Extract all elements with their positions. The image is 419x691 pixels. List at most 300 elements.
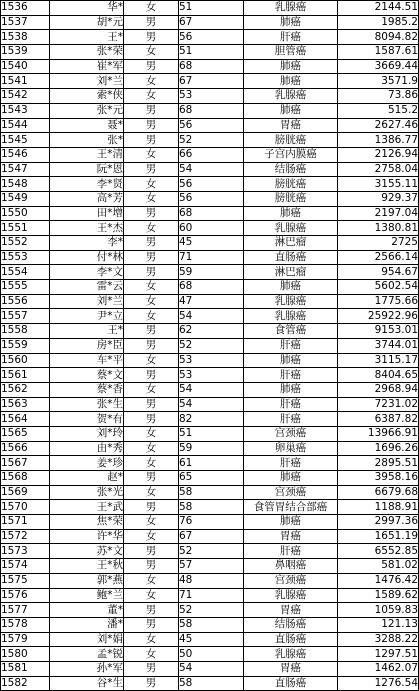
sex-cell: 女 [124, 588, 179, 603]
amount-cell: 25922.96 [338, 309, 419, 324]
record-id-cell: 1578 [1, 617, 50, 632]
amount-cell: 2968.94 [338, 382, 419, 397]
age-cell: 58 [179, 617, 244, 632]
record-id-cell: 1562 [1, 382, 50, 397]
amount-cell: 73.86 [338, 89, 419, 104]
sex-cell: 女 [124, 456, 179, 471]
amount-cell: 2725 [338, 236, 419, 251]
patient-name-cell: 苏*文 [50, 544, 124, 559]
age-cell: 50 [179, 647, 244, 662]
age-cell: 57 [179, 559, 244, 574]
diagnosis-cell: 食管胃结合部癌 [244, 500, 338, 515]
amount-cell: 8094.82 [338, 30, 419, 45]
table-row [1, 265, 419, 280]
age-cell: 59 [179, 441, 244, 456]
amount-cell: 2566.14 [338, 250, 419, 265]
sex-cell: 男 [124, 133, 179, 148]
diagnosis-cell: 膀胱癌 [244, 191, 338, 206]
amount-cell: 3571.9 [338, 74, 419, 89]
age-cell: 76 [179, 515, 244, 530]
diagnosis-cell: 宫颈癌 [244, 485, 338, 500]
amount-cell: 1696.26 [338, 441, 419, 456]
record-id-cell: 1574 [1, 559, 50, 574]
diagnosis-cell: 肺癌 [244, 382, 338, 397]
age-cell: 68 [179, 59, 244, 74]
age-cell: 56 [179, 118, 244, 133]
patient-name-cell: 崔*军 [50, 59, 124, 74]
age-cell: 51 [179, 426, 244, 441]
record-id-cell: 1561 [1, 368, 50, 383]
table-row [1, 456, 419, 471]
diagnosis-cell: 淋巴瘤 [244, 265, 338, 280]
age-cell: 82 [179, 412, 244, 427]
table-row [1, 309, 419, 324]
sex-cell: 女 [124, 573, 179, 588]
record-id-cell: 1543 [1, 103, 50, 118]
table-body [1, 1, 419, 691]
sex-cell: 男 [124, 265, 179, 280]
age-cell: 53 [179, 368, 244, 383]
record-id-cell: 1568 [1, 471, 50, 486]
sex-cell: 女 [124, 353, 179, 368]
patient-name-cell: 刘*兰 [50, 294, 124, 309]
table-row [1, 676, 419, 691]
patient-name-cell: 贺*有 [50, 412, 124, 427]
diagnosis-cell: 胃癌 [244, 661, 338, 676]
sex-cell: 男 [124, 30, 179, 45]
sex-cell: 男 [124, 162, 179, 177]
patient-name-cell: 胡*元 [50, 15, 124, 30]
amount-cell: 5602.54 [338, 280, 419, 295]
diagnosis-cell: 胃癌 [244, 603, 338, 618]
amount-cell: 121.13 [338, 617, 419, 632]
record-id-cell: 1541 [1, 74, 50, 89]
sex-cell: 女 [124, 441, 179, 456]
amount-cell: 581.02 [338, 559, 419, 574]
amount-cell: 6552.85 [338, 544, 419, 559]
table-row [1, 603, 419, 618]
record-id-cell: 1546 [1, 147, 50, 162]
table-row [1, 471, 419, 486]
table-row [1, 250, 419, 265]
age-cell: 58 [179, 485, 244, 500]
record-id-cell: 1577 [1, 603, 50, 618]
sex-cell: 女 [124, 294, 179, 309]
diagnosis-cell: 胆管癌 [244, 45, 338, 60]
record-id-cell: 1571 [1, 515, 50, 530]
patient-name-cell: 付*林 [50, 250, 124, 265]
sex-cell: 男 [124, 368, 179, 383]
amount-cell: 8404.65 [338, 368, 419, 383]
patient-name-cell: 阮*恩 [50, 162, 124, 177]
sex-cell: 女 [124, 89, 179, 104]
amount-cell: 6679.68 [338, 485, 419, 500]
sex-cell: 女 [124, 221, 179, 236]
record-id-cell: 1538 [1, 30, 50, 45]
age-cell: 52 [179, 544, 244, 559]
table-row [1, 338, 419, 353]
record-id-cell: 1544 [1, 118, 50, 133]
amount-cell: 1276.54 [338, 676, 419, 691]
table-row [1, 661, 419, 676]
patient-name-cell: 房*臣 [50, 338, 124, 353]
patient-name-cell: 李*文 [50, 265, 124, 280]
record-id-cell: 1576 [1, 588, 50, 603]
age-cell: 65 [179, 471, 244, 486]
diagnosis-cell: 宫颈癌 [244, 573, 338, 588]
age-cell: 52 [179, 133, 244, 148]
diagnosis-cell: 膀胱癌 [244, 177, 338, 192]
table-row [1, 74, 419, 89]
table-row [1, 89, 419, 104]
sex-cell: 男 [124, 250, 179, 265]
table-row [1, 353, 419, 368]
record-id-cell: 1542 [1, 89, 50, 104]
age-cell: 53 [179, 353, 244, 368]
sex-cell: 男 [124, 59, 179, 74]
age-cell: 71 [179, 588, 244, 603]
age-cell: 67 [179, 15, 244, 30]
table-row [1, 382, 419, 397]
diagnosis-cell: 乳腺癌 [244, 647, 338, 662]
patient-name-cell: 尹*立 [50, 309, 124, 324]
patient-name-cell: 潘* [50, 617, 124, 632]
sex-cell: 女 [124, 177, 179, 192]
sex-cell: 女 [124, 515, 179, 530]
table-row [1, 632, 419, 647]
diagnosis-cell: 乳腺癌 [244, 89, 338, 104]
patient-name-cell: 田*增 [50, 206, 124, 221]
table-row [1, 559, 419, 574]
age-cell: 48 [179, 573, 244, 588]
diagnosis-cell: 乳腺癌 [244, 221, 338, 236]
amount-cell: 13966.91 [338, 426, 419, 441]
record-id-cell: 1547 [1, 162, 50, 177]
patient-name-cell: 谷*生 [50, 676, 124, 691]
age-cell: 67 [179, 529, 244, 544]
sex-cell: 女 [124, 147, 179, 162]
patient-name-cell: 张*元 [50, 103, 124, 118]
amount-cell: 1059.83 [338, 603, 419, 618]
record-id-cell: 1540 [1, 59, 50, 74]
age-cell: 62 [179, 324, 244, 339]
diagnosis-cell: 肺癌 [244, 103, 338, 118]
diagnosis-cell: 肝癌 [244, 30, 338, 45]
age-cell: 58 [179, 676, 244, 691]
table-row [1, 617, 419, 632]
amount-cell: 1297.51 [338, 647, 419, 662]
age-cell: 47 [179, 294, 244, 309]
record-id-cell: 1573 [1, 544, 50, 559]
diagnosis-cell: 肺癌 [244, 59, 338, 74]
record-id-cell: 1548 [1, 177, 50, 192]
diagnosis-cell: 乳腺癌 [244, 1, 338, 16]
age-cell: 56 [179, 191, 244, 206]
diagnosis-cell: 胃癌 [244, 118, 338, 133]
record-id-cell: 1554 [1, 265, 50, 280]
age-cell: 51 [179, 1, 244, 16]
patient-name-cell: 王* [50, 324, 124, 339]
table-row [1, 162, 419, 177]
patient-name-cell: 王*清 [50, 147, 124, 162]
amount-cell: 515.2 [338, 103, 419, 118]
patient-name-cell: 索*侠 [50, 89, 124, 104]
table-row [1, 412, 419, 427]
sex-cell: 男 [124, 236, 179, 251]
record-id-cell: 1553 [1, 250, 50, 265]
table-row [1, 515, 419, 530]
patient-name-cell: 李* [50, 236, 124, 251]
age-cell: 68 [179, 280, 244, 295]
age-cell: 52 [179, 603, 244, 618]
age-cell: 60 [179, 221, 244, 236]
table-row [1, 59, 419, 74]
age-cell: 68 [179, 103, 244, 118]
sex-cell: 女 [124, 191, 179, 206]
patient-name-cell: 张* [50, 133, 124, 148]
record-id-cell: 1536 [1, 1, 50, 16]
diagnosis-cell: 乳腺癌 [244, 309, 338, 324]
diagnosis-cell: 膀胱癌 [244, 133, 338, 148]
sex-cell: 女 [124, 426, 179, 441]
table-row [1, 485, 419, 500]
patient-name-cell: 由*秀 [50, 441, 124, 456]
patient-name-cell: 刘*娟 [50, 632, 124, 647]
table-row [1, 133, 419, 148]
patient-name-cell: 车*平 [50, 353, 124, 368]
patient-name-cell: 聂* [50, 118, 124, 133]
sex-cell: 男 [124, 397, 179, 412]
record-id-cell: 1569 [1, 485, 50, 500]
diagnosis-cell: 肺癌 [244, 515, 338, 530]
amount-cell: 3288.22 [338, 632, 419, 647]
diagnosis-cell: 肝癌 [244, 368, 338, 383]
age-cell: 45 [179, 632, 244, 647]
sex-cell: 女 [124, 309, 179, 324]
record-id-cell: 1579 [1, 632, 50, 647]
table-row [1, 588, 419, 603]
age-cell: 56 [179, 177, 244, 192]
record-id-cell: 1558 [1, 324, 50, 339]
sex-cell: 男 [124, 661, 179, 676]
sex-cell: 男 [124, 544, 179, 559]
amount-cell: 1462.07 [338, 661, 419, 676]
table-row [1, 147, 419, 162]
patient-name-cell: 孟*锐 [50, 647, 124, 662]
diagnosis-cell: 直肠癌 [244, 250, 338, 265]
amount-cell: 2627.46 [338, 118, 419, 133]
age-cell: 58 [179, 500, 244, 515]
age-cell: 54 [179, 661, 244, 676]
diagnosis-cell: 直肠癌 [244, 632, 338, 647]
patient-name-cell: 张*荣 [50, 45, 124, 60]
amount-cell: 6387.82 [338, 412, 419, 427]
patient-name-cell: 姜*珍 [50, 456, 124, 471]
diagnosis-cell: 肺癌 [244, 74, 338, 89]
record-id-cell: 1549 [1, 191, 50, 206]
sex-cell: 男 [124, 471, 179, 486]
sex-cell: 男 [124, 338, 179, 353]
patient-name-cell: 王* [50, 30, 124, 45]
amount-cell: 2126.94 [338, 147, 419, 162]
amount-cell: 1651.19 [338, 529, 419, 544]
diagnosis-cell: 鼻咽癌 [244, 559, 338, 574]
patient-name-cell: 华* [50, 1, 124, 16]
sex-cell: 女 [124, 280, 179, 295]
record-id-cell: 1572 [1, 529, 50, 544]
record-id-cell: 1565 [1, 426, 50, 441]
age-cell: 66 [179, 147, 244, 162]
amount-cell: 1985.2 [338, 15, 419, 30]
table-row [1, 500, 419, 515]
diagnosis-cell: 淋巴瘤 [244, 236, 338, 251]
amount-cell: 2758.04 [338, 162, 419, 177]
table-row [1, 15, 419, 30]
sex-cell: 女 [124, 74, 179, 89]
table-row [1, 426, 419, 441]
amount-cell: 3669.44 [338, 59, 419, 74]
amount-cell: 2144.51 [338, 1, 419, 16]
patient-name-cell: 许*华 [50, 529, 124, 544]
patient-name-cell: 李*贤 [50, 177, 124, 192]
amount-cell: 1589.62 [338, 588, 419, 603]
sex-cell: 女 [124, 647, 179, 662]
table-row [1, 544, 419, 559]
sex-cell: 男 [124, 559, 179, 574]
diagnosis-cell: 卵巢癌 [244, 441, 338, 456]
diagnosis-cell: 肺癌 [244, 15, 338, 30]
patient-name-cell: 雷*云 [50, 280, 124, 295]
age-cell: 52 [179, 338, 244, 353]
diagnosis-cell: 肝癌 [244, 544, 338, 559]
diagnosis-cell: 结肠癌 [244, 162, 338, 177]
sex-cell: 男 [124, 324, 179, 339]
record-id-cell: 1545 [1, 133, 50, 148]
patient-name-cell: 高*芳 [50, 191, 124, 206]
table-row [1, 118, 419, 133]
amount-cell: 2997.36 [338, 515, 419, 530]
record-id-cell: 1563 [1, 397, 50, 412]
table-row [1, 573, 419, 588]
diagnosis-cell: 胃癌 [244, 529, 338, 544]
sex-cell: 男 [124, 103, 179, 118]
age-cell: 51 [179, 45, 244, 60]
record-id-cell: 1550 [1, 206, 50, 221]
table-row [1, 103, 419, 118]
table-row [1, 368, 419, 383]
patient-name-cell: 焦*荣 [50, 515, 124, 530]
amount-cell: 1587.61 [338, 45, 419, 60]
age-cell: 56 [179, 30, 244, 45]
table-row [1, 647, 419, 662]
table-row [1, 441, 419, 456]
patient-name-cell: 郭*燕 [50, 573, 124, 588]
patient-name-cell: 董* [50, 603, 124, 618]
amount-cell: 1380.81 [338, 221, 419, 236]
patient-name-cell: 张*光 [50, 485, 124, 500]
patient-name-cell: 刘*玲 [50, 426, 124, 441]
record-id-cell: 1559 [1, 338, 50, 353]
diagnosis-cell: 乳腺癌 [244, 588, 338, 603]
table-row [1, 45, 419, 60]
patient-name-cell: 王*杰 [50, 221, 124, 236]
record-id-cell: 1555 [1, 280, 50, 295]
age-cell: 54 [179, 162, 244, 177]
amount-cell: 3115.17 [338, 353, 419, 368]
patient-name-cell: 王*武 [50, 500, 124, 515]
record-id-cell: 1580 [1, 647, 50, 662]
record-id-cell: 1575 [1, 573, 50, 588]
diagnosis-cell: 肺癌 [244, 353, 338, 368]
table-row [1, 529, 419, 544]
age-cell: 45 [179, 236, 244, 251]
table-row [1, 324, 419, 339]
sex-cell: 男 [124, 603, 179, 618]
amount-cell: 3958.16 [338, 471, 419, 486]
sex-cell: 男 [124, 617, 179, 632]
amount-cell: 1386.77 [338, 133, 419, 148]
sex-cell: 女 [124, 485, 179, 500]
diagnosis-cell: 食管癌 [244, 324, 338, 339]
sex-cell: 女 [124, 45, 179, 60]
table-row [1, 294, 419, 309]
age-cell: 53 [179, 89, 244, 104]
age-cell: 61 [179, 456, 244, 471]
diagnosis-cell: 肺癌 [244, 471, 338, 486]
record-id-cell: 1560 [1, 353, 50, 368]
table-row [1, 221, 419, 236]
record-id-cell: 1552 [1, 236, 50, 251]
table-row [1, 191, 419, 206]
sex-cell: 男 [124, 676, 179, 691]
age-cell: 71 [179, 250, 244, 265]
amount-cell: 1188.91 [338, 500, 419, 515]
table-row [1, 206, 419, 221]
record-id-cell: 1567 [1, 456, 50, 471]
sex-cell: 男 [124, 15, 179, 30]
patient-name-cell: 刘*兰 [50, 74, 124, 89]
diagnosis-cell: 乳腺癌 [244, 294, 338, 309]
record-id-cell: 1551 [1, 221, 50, 236]
record-id-cell: 1582 [1, 676, 50, 691]
diagnosis-cell: 肝癌 [244, 397, 338, 412]
patient-name-cell: 赵* [50, 471, 124, 486]
patient-name-cell: 张*生 [50, 397, 124, 412]
record-id-cell: 1556 [1, 294, 50, 309]
sex-cell: 男 [124, 500, 179, 515]
amount-cell: 3744.01 [338, 338, 419, 353]
diagnosis-cell: 直肠癌 [244, 676, 338, 691]
sex-cell: 男 [124, 412, 179, 427]
table-row [1, 236, 419, 251]
amount-cell: 3155.11 [338, 177, 419, 192]
sex-cell: 男 [124, 206, 179, 221]
record-id-cell: 1564 [1, 412, 50, 427]
sex-cell: 男 [124, 118, 179, 133]
amount-cell: 929.37 [338, 191, 419, 206]
patient-name-cell: 孙*军 [50, 661, 124, 676]
amount-cell: 2895.51 [338, 456, 419, 471]
amount-cell: 2197.04 [338, 206, 419, 221]
diagnosis-cell: 结肠癌 [244, 617, 338, 632]
table-row [1, 30, 419, 45]
record-id-cell: 1566 [1, 441, 50, 456]
table-row [1, 177, 419, 192]
age-cell: 54 [179, 309, 244, 324]
record-id-cell: 1537 [1, 15, 50, 30]
patient-name-cell: 蔡*香 [50, 382, 124, 397]
table-row [1, 280, 419, 295]
